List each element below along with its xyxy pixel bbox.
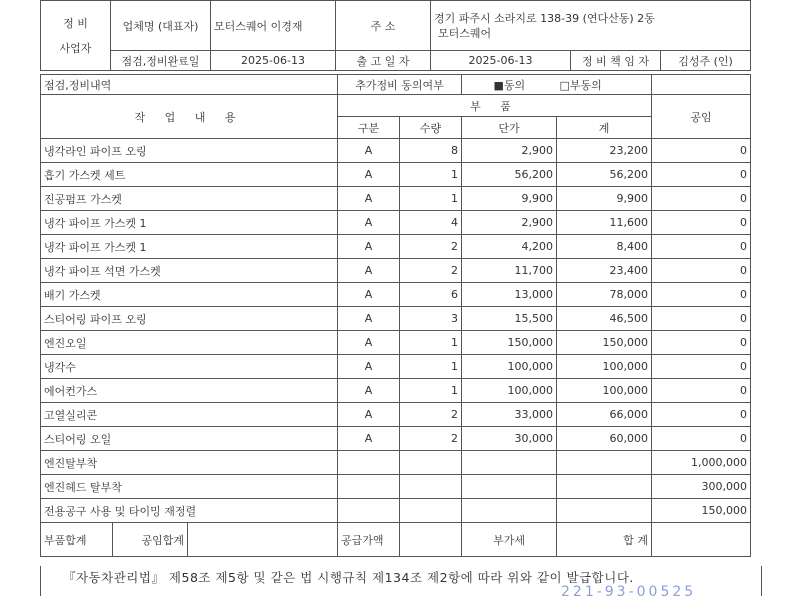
row-labor: 0 [652, 355, 751, 379]
address-line1: 경기 파주시 소라지로 138-39 (연다산동) 2동 [434, 11, 655, 25]
consent-no-checkbox[interactable]: □부동의 [557, 75, 652, 95]
row-unit-price: 150,000 [462, 331, 557, 355]
table-row [41, 475, 751, 499]
row-unit-price [462, 451, 557, 475]
row-quantity [400, 475, 462, 499]
row-labor: 0 [652, 235, 751, 259]
table-row [41, 451, 751, 475]
row-labor: 0 [652, 283, 751, 307]
grand-total-label: 합 계 [557, 523, 652, 557]
row-category: A [338, 259, 400, 283]
row-total: 9,900 [557, 187, 652, 211]
row-work-name: 고열실리콘 [41, 403, 338, 427]
row-unit-price: 4,200 [462, 235, 557, 259]
consent-yes-checkbox[interactable]: ■동의 [462, 75, 557, 95]
row-quantity: 3 [400, 307, 462, 331]
row-work-name: 배기 가스켓 [41, 283, 338, 307]
row-total: 60,000 [557, 427, 652, 451]
row-total: 100,000 [557, 379, 652, 403]
row-quantity: 2 [400, 403, 462, 427]
labor-header: 공임 [652, 95, 751, 139]
row-total [557, 451, 652, 475]
release-date-value: 2025-06-13 [431, 51, 571, 71]
labor-sum-value [188, 523, 338, 557]
row-work-name: 냉각수 [41, 355, 338, 379]
row-quantity: 1 [400, 379, 462, 403]
row-labor: 0 [652, 139, 751, 163]
manager-value: 김성주 (인) [661, 51, 751, 71]
consent-blank [652, 75, 751, 95]
row-work-name: 흡기 가스켓 세트 [41, 163, 338, 187]
row-category: A [338, 163, 400, 187]
row-labor: 0 [652, 403, 751, 427]
row-unit-price: 100,000 [462, 355, 557, 379]
row-work-name: 엔진오일 [41, 331, 338, 355]
row-quantity: 6 [400, 283, 462, 307]
row-labor: 0 [652, 259, 751, 283]
row-total: 23,200 [557, 139, 652, 163]
row-unit-price: 13,000 [462, 283, 557, 307]
row-labor: 1,000,000 [652, 451, 751, 475]
table-row [41, 379, 751, 403]
row-work-name: 스티어링 오일 [41, 427, 338, 451]
row-unit-price [462, 475, 557, 499]
row-labor: 0 [652, 379, 751, 403]
row-work-name: 스티어링 파이프 오링 [41, 307, 338, 331]
table-row [41, 331, 751, 355]
row-work-name: 엔진헤드 탈부착 [41, 475, 338, 499]
legal-notice-text: 『자동차관리법』 제58조 제5항 및 같은 법 시행규칙 제134조 제2항에 따라 위와 같이 발급합니다. [63, 570, 634, 585]
service-provider-label [41, 1, 111, 71]
row-category [338, 451, 400, 475]
row-work-name: 냉각라인 파이프 오링 [41, 139, 338, 163]
address-value [431, 1, 751, 51]
business-number-stamp: 221-93-00525 [561, 584, 697, 600]
row-category: A [338, 235, 400, 259]
row-total: 78,000 [557, 283, 652, 307]
table-row [41, 235, 751, 259]
parts-header: 부 품 [338, 95, 652, 117]
row-category: A [338, 211, 400, 235]
row-total: 100,000 [557, 355, 652, 379]
row-labor: 0 [652, 307, 751, 331]
consent-label: 추가정비 동의여부 [338, 75, 462, 95]
provider-label-line2: 사업자 [59, 41, 92, 55]
row-category: A [338, 307, 400, 331]
table-row [41, 139, 751, 163]
row-total: 23,400 [557, 259, 652, 283]
row-labor: 150,000 [652, 499, 751, 523]
row-unit-price: 15,500 [462, 307, 557, 331]
inspection-date-label: 점검,정비완료일 [111, 51, 211, 71]
row-category [338, 499, 400, 523]
row-category: A [338, 139, 400, 163]
row-work-name: 냉각 파이프 석면 가스켓 [41, 259, 338, 283]
row-unit-price: 2,900 [462, 139, 557, 163]
row-unit-price: 30,000 [462, 427, 557, 451]
address-label: 주 소 [336, 1, 431, 51]
table-row [41, 283, 751, 307]
row-unit-price: 2,900 [462, 211, 557, 235]
row-unit-price: 11,700 [462, 259, 557, 283]
row-unit-price: 33,000 [462, 403, 557, 427]
row-work-name: 진공펌프 가스켓 [41, 187, 338, 211]
row-quantity: 2 [400, 235, 462, 259]
work-table [40, 74, 751, 557]
row-labor: 0 [652, 211, 751, 235]
row-unit-price: 56,200 [462, 163, 557, 187]
row-quantity: 4 [400, 211, 462, 235]
parts-sum-label: 부품합계 [41, 523, 113, 557]
quantity-header: 수량 [400, 117, 462, 139]
row-category: A [338, 187, 400, 211]
grand-total-value [652, 523, 751, 557]
table-row [41, 403, 751, 427]
total-header: 계 [557, 117, 652, 139]
table-row [41, 163, 751, 187]
row-unit-price: 100,000 [462, 379, 557, 403]
row-labor: 0 [652, 427, 751, 451]
row-category [338, 475, 400, 499]
inspection-date-value: 2025-06-13 [211, 51, 336, 71]
row-total: 66,000 [557, 403, 652, 427]
row-labor: 300,000 [652, 475, 751, 499]
header-table [40, 0, 751, 71]
row-category: A [338, 379, 400, 403]
row-quantity: 8 [400, 139, 462, 163]
address-line2: 모터스퀘어 [438, 26, 492, 40]
manager-label: 정 비 책 임 자 [571, 51, 661, 71]
category-header: 구분 [338, 117, 400, 139]
row-total: 56,200 [557, 163, 652, 187]
company-label: 업체명 (대표자) [111, 1, 211, 51]
legal-notice [40, 566, 762, 600]
row-work-name: 전용공구 사용 및 타이밍 재정렬 [41, 499, 338, 523]
row-unit-price [462, 499, 557, 523]
row-total: 46,500 [557, 307, 652, 331]
vat-label: 부가세 [462, 523, 557, 557]
row-category: A [338, 331, 400, 355]
table-row [41, 499, 751, 523]
row-labor: 0 [652, 187, 751, 211]
row-total [557, 475, 652, 499]
row-category: A [338, 427, 400, 451]
supply-price-value [400, 523, 462, 557]
row-category: A [338, 403, 400, 427]
row-quantity: 1 [400, 355, 462, 379]
row-category: A [338, 355, 400, 379]
row-work-name: 엔진탈부착 [41, 451, 338, 475]
release-date-label: 출 고 일 자 [336, 51, 431, 71]
row-unit-price: 9,900 [462, 187, 557, 211]
row-quantity: 1 [400, 163, 462, 187]
row-total: 150,000 [557, 331, 652, 355]
table-row [41, 355, 751, 379]
row-total: 8,400 [557, 235, 652, 259]
row-quantity: 1 [400, 187, 462, 211]
row-quantity [400, 451, 462, 475]
row-work-name: 에어컨가스 [41, 379, 338, 403]
row-quantity: 2 [400, 427, 462, 451]
table-row [41, 259, 751, 283]
supply-price-label: 공급가액 [338, 523, 400, 557]
row-quantity: 1 [400, 331, 462, 355]
row-labor: 0 [652, 163, 751, 187]
company-value: 모터스퀘어 이경재 [211, 1, 336, 51]
row-total [557, 499, 652, 523]
table-row [41, 427, 751, 451]
row-work-name: 냉각 파이프 가스켓 1 [41, 211, 338, 235]
unit-price-header: 단가 [462, 117, 557, 139]
row-total: 11,600 [557, 211, 652, 235]
table-row [41, 307, 751, 331]
table-row [41, 187, 751, 211]
work-description-header: 작 업 내 용 [41, 95, 338, 139]
parts-sum-label-wide: 공임합계 [113, 523, 188, 557]
provider-label-line1: 정 비 [63, 16, 88, 30]
row-labor: 0 [652, 331, 751, 355]
row-quantity [400, 499, 462, 523]
row-category: A [338, 283, 400, 307]
row-quantity: 2 [400, 259, 462, 283]
details-label: 점검,정비내역 [41, 75, 338, 95]
row-work-name: 냉각 파이프 가스켓 1 [41, 235, 338, 259]
table-row [41, 211, 751, 235]
